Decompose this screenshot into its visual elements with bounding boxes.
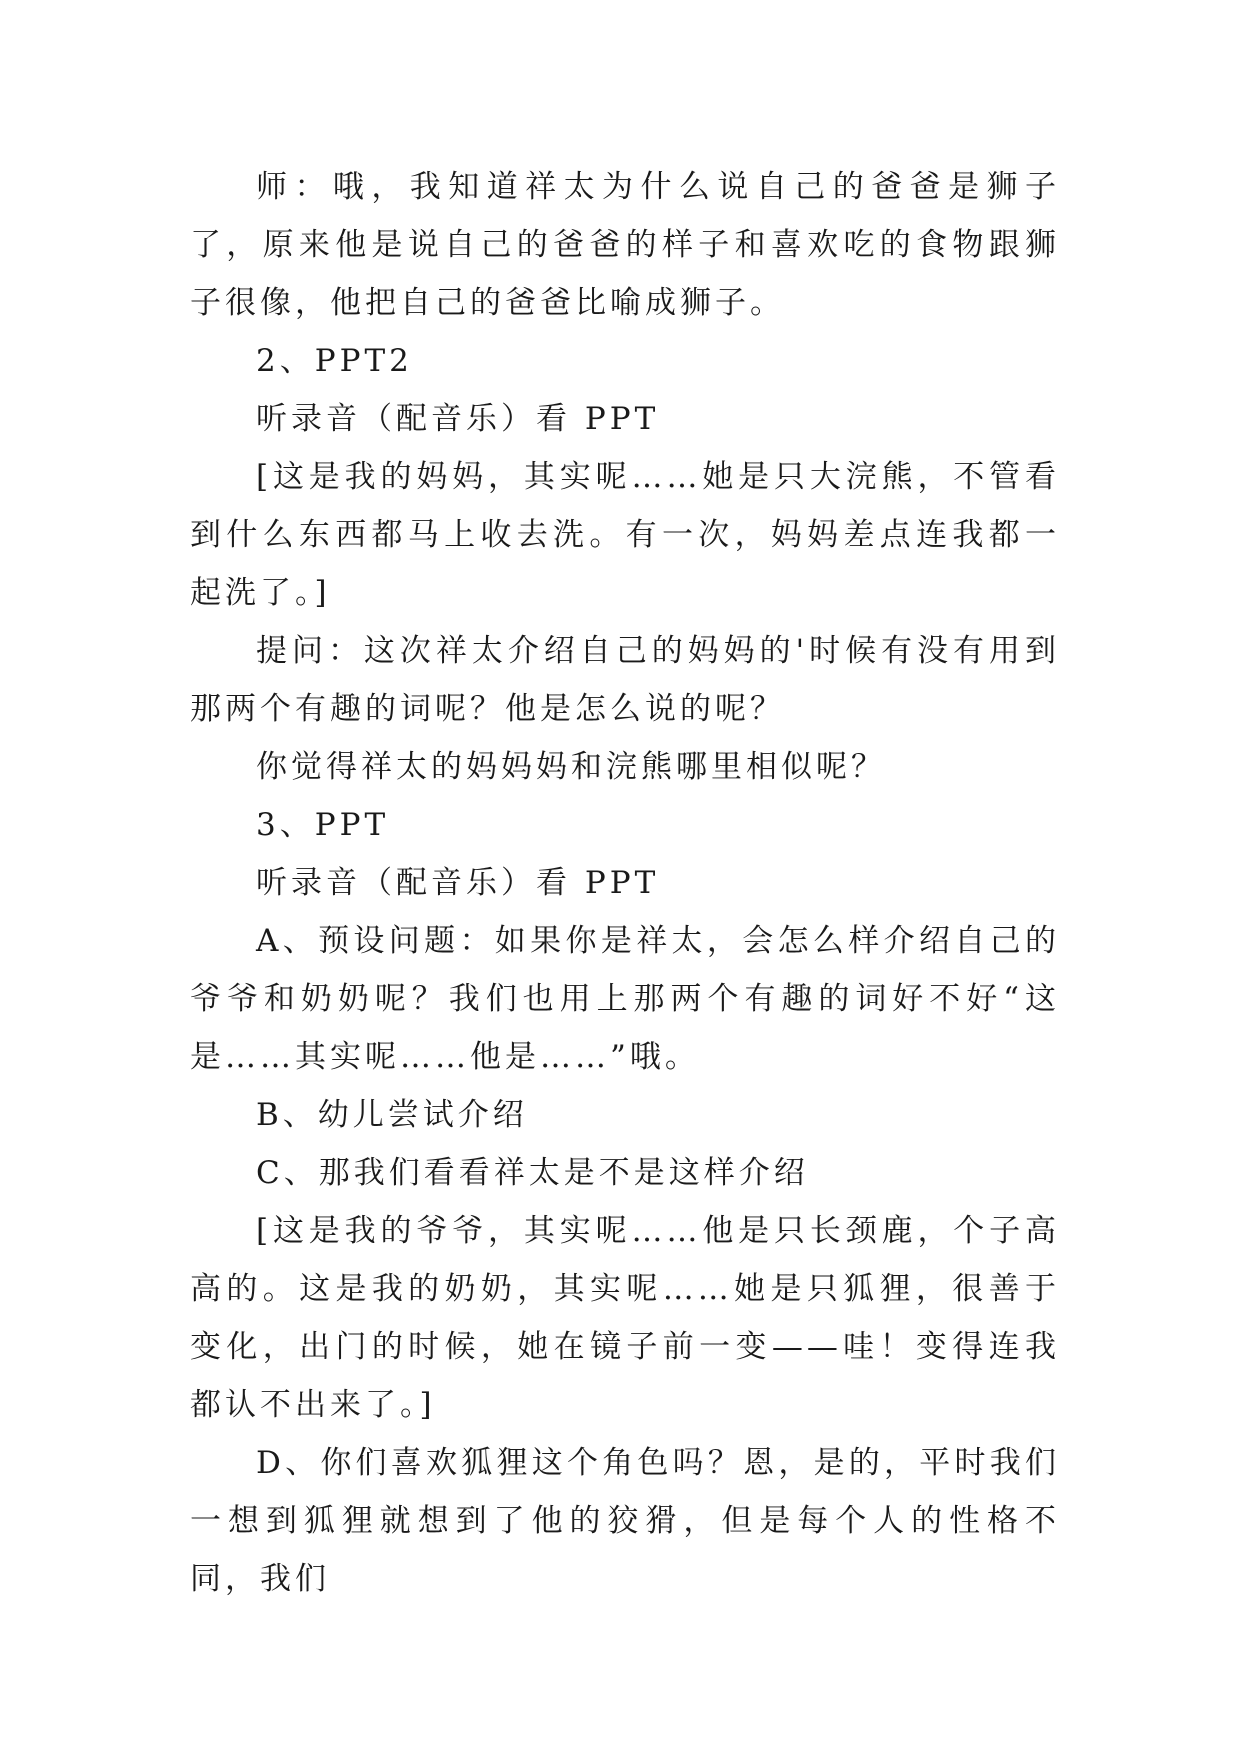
document-body	[190, 158, 1060, 1608]
paragraph-question-mother: 提问：这次祥太介绍自己的妈妈的'时候有没有用到那两个有趣的词呢？他是怎么说的呢？	[190, 633, 1060, 727]
paragraph-ppt3-heading: 3、PPT	[256, 807, 390, 843]
paragraph-teacher-lion: 师：哦，我知道祥太为什么说自己的爸爸是狮子了，原来他是说自己的爸爸的样子和喜欢吃的食物跟狮子很像，他把自己的爸爸比喻成狮子。	[190, 169, 1060, 321]
paragraph-question-similarity: 你觉得祥太的妈妈妈和浣熊哪里相似呢？	[256, 749, 886, 785]
paragraph-mother-raccoon: [这是我的妈妈，其实呢……她是只大浣熊，不管看到什么东西都马上收去洗。有一次，妈妈差点连我都一起洗了。]	[190, 459, 1060, 611]
paragraph-item-d: D、你们喜欢狐狸这个角色吗？恩，是的，平时我们一想到狐狸就想到了他的狡猾，但是每个人的性格不同，我们	[190, 1445, 1060, 1597]
paragraph-ppt2-heading: 2、PPT2	[256, 343, 413, 379]
paragraph-listen-recording-2: 听录音（配音乐）看 PPT	[256, 865, 660, 901]
paragraph-grandparents: [这是我的爷爷，其实呢……他是只长颈鹿，个子高高的。这是我的奶奶，其实呢……她是只狐狸，很善于变化，出门的时候，她在镜子前一变——哇！变得连我都认不出来了。]	[190, 1213, 1060, 1423]
paragraph-item-a: A、预设问题：如果你是祥太，会怎么样介绍自己的爷爷和奶奶呢？我们也用上那两个有趣的词好不好“这是……其实呢……他是……”哦。	[190, 923, 1060, 1075]
paragraph-item-c: C、那我们看看祥太是不是这样介绍	[256, 1155, 809, 1191]
paragraph-item-b: B、幼儿尝试介绍	[256, 1097, 528, 1133]
paragraph-listen-recording-1: 听录音（配音乐）看 PPT	[256, 401, 660, 437]
